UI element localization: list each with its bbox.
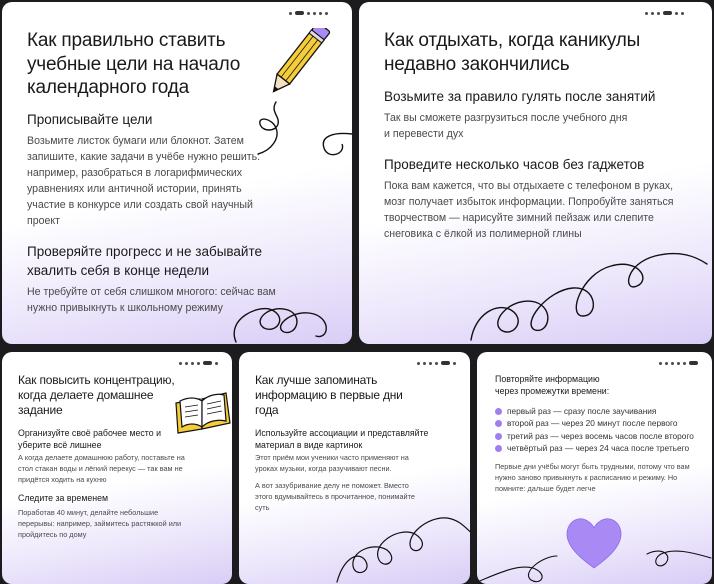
card-repetition bbox=[477, 352, 712, 584]
section-heading: Организуйте своё рабочее место и уберите всё лишнее bbox=[18, 428, 161, 450]
carousel-dots bbox=[645, 11, 684, 15]
card-title: Как правильно ставить учебные цели на начало календарного года bbox=[27, 30, 241, 98]
dot-active bbox=[203, 361, 212, 365]
dot bbox=[429, 362, 432, 365]
card-title: Как отдыхать, когда каникулы недавно закончились bbox=[384, 30, 641, 75]
card-rest bbox=[359, 2, 712, 344]
dot bbox=[289, 12, 292, 15]
dot bbox=[651, 12, 654, 15]
scribble-decoration bbox=[224, 114, 352, 344]
step-rest: — через 20 минут после первого bbox=[548, 418, 678, 429]
dot bbox=[197, 362, 200, 365]
step-bold: четвёртый раз bbox=[507, 443, 563, 454]
dot bbox=[435, 362, 438, 365]
step-rest: — через 24 часа после третьего bbox=[562, 443, 690, 454]
step-rest: — сразу после заучивания bbox=[550, 406, 657, 416]
dot bbox=[645, 12, 648, 15]
scribble-decoration bbox=[335, 504, 470, 584]
card-memory bbox=[239, 352, 470, 584]
dot bbox=[453, 362, 456, 365]
dot bbox=[179, 362, 182, 365]
list-item bbox=[495, 442, 694, 454]
card-title: Как лучше запоминать информацию в первые дни года bbox=[255, 373, 403, 417]
intro-line-1: Повторяйте информацию bbox=[495, 374, 600, 384]
section-text: Возьмите листок бумаги или блокнот. Затем запишите, какие задачи в учёбе нужно решить: например, разобраться в логарифмических уравнениях или античной истории, принять участие в конкурсе или создать свой научный проект bbox=[27, 135, 261, 227]
dot bbox=[659, 362, 662, 365]
carousel-dots bbox=[417, 361, 456, 365]
carousel-dots bbox=[659, 361, 698, 365]
dot-active bbox=[689, 361, 698, 365]
intro-text bbox=[495, 373, 695, 397]
outro-text: Первые дни учёбы могут быть трудными, потому что вам нужно заново привыкнуть к расписанию и режиму. Но помните: дальше будет легче bbox=[495, 462, 690, 493]
section-heading: Используйте ассоциации и представляйте материал в виде картинок bbox=[255, 428, 429, 450]
section-heading: Проведите несколько часов без гаджетов bbox=[384, 157, 645, 172]
bullet-icon bbox=[495, 408, 502, 415]
dot bbox=[215, 362, 218, 365]
step-bold: второй раз bbox=[507, 418, 549, 429]
dot bbox=[681, 12, 684, 15]
list-item bbox=[495, 417, 694, 429]
step-bold: третий раз bbox=[507, 430, 549, 441]
section-text: Не требуйте от себя слишком многого: сейчас вам нужно привыкнуть к школьному режиму bbox=[27, 286, 276, 314]
dot bbox=[185, 362, 188, 365]
dot bbox=[307, 12, 310, 15]
dot-active bbox=[663, 11, 672, 15]
carousel-dots bbox=[289, 11, 328, 15]
section-heading: Возьмите за правило гулять после занятий bbox=[384, 89, 656, 104]
dot bbox=[671, 362, 674, 365]
dot bbox=[675, 12, 678, 15]
card-goals bbox=[2, 2, 352, 344]
card-concentration bbox=[2, 352, 232, 584]
dot bbox=[319, 12, 322, 15]
section-text: Так вы сможете разгрузиться после учебного дня и перевести дух bbox=[384, 112, 628, 140]
intro-line-2: через промежутки времени: bbox=[495, 386, 610, 396]
section-text: Поработав 40 минут, делайте небольшие перерывы: например, займитесь растяжкой или пройдитесь по дому bbox=[18, 508, 182, 539]
card-title: Как повысить концентрацию, когда делаете домашнее задание bbox=[18, 373, 175, 417]
dot bbox=[191, 362, 194, 365]
heart-icon bbox=[477, 494, 712, 584]
list-item bbox=[495, 405, 694, 417]
dot bbox=[325, 12, 328, 15]
dot bbox=[313, 12, 316, 15]
list-item bbox=[495, 430, 694, 442]
carousel-dots bbox=[179, 361, 218, 365]
section-text: А вот зазубривание делу не поможет. Вместо этого вдумывайтесь в прочитанное, понимайте суть bbox=[255, 481, 415, 512]
section-text: Этот приём мои ученики часто применяют на уроках музыки, когда разучивают песни. bbox=[255, 453, 409, 473]
bullet-icon bbox=[495, 433, 502, 440]
section-heading: Прописывайте цели bbox=[27, 112, 153, 127]
section-heading: Следите за временем bbox=[18, 493, 109, 503]
open-book-icon bbox=[172, 389, 232, 437]
dot bbox=[417, 362, 420, 365]
section-heading: Проверяйте прогресс и не забывайте хвалить себя в конце недели bbox=[27, 244, 263, 278]
dot-active bbox=[295, 11, 304, 15]
section-text: А когда делаете домашнюю работу, поставьте на стол стакан воды и лёгкий перекус — так вам не придётся ходить на кухню bbox=[18, 453, 185, 484]
section-text: Пока вам кажется, что вы отдыхаете с телефоном в руках, мозг получает избыток информации. Попробуйте заняться творчеством — нарисуйте зимний пейзаж или слепите снеговика с ёлкой из полимерной глины bbox=[384, 180, 674, 240]
step-bold: первый раз bbox=[507, 406, 551, 416]
scribble-decoration bbox=[469, 244, 709, 344]
bullet-icon bbox=[495, 445, 502, 452]
repetition-list bbox=[495, 405, 694, 455]
dot bbox=[677, 362, 680, 365]
step-rest: — через восемь часов после второго bbox=[548, 430, 694, 441]
dot-active bbox=[441, 361, 450, 365]
bullet-icon bbox=[495, 420, 502, 427]
dot bbox=[657, 12, 660, 15]
dot bbox=[665, 362, 668, 365]
dot bbox=[423, 362, 426, 365]
dot bbox=[683, 362, 686, 365]
